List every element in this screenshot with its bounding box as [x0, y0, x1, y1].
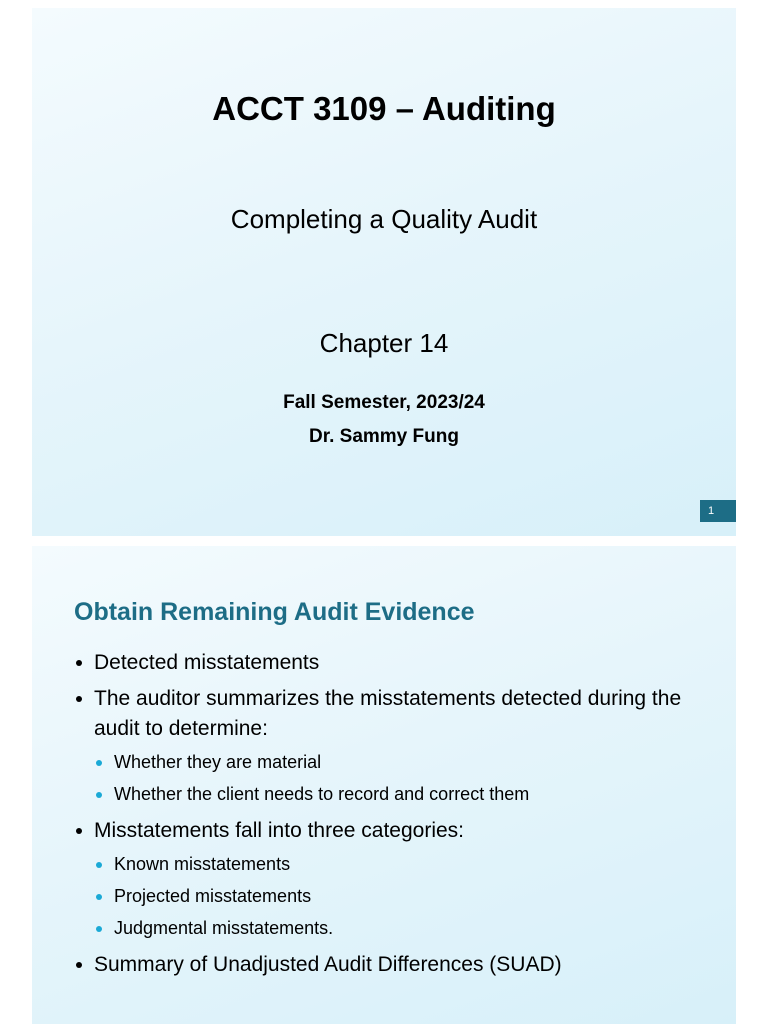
bullet-text: Summary of Unadjusted Audit Differences (SUAD) [94, 953, 562, 976]
slide-subtitle: Completing a Quality Audit [230, 204, 538, 234]
slide-heading: Obtain Remaining Audit Evidence [74, 598, 475, 626]
sub-bullet-text: Judgmental misstatements. [114, 918, 334, 938]
sub-bullet-item [94, 778, 714, 810]
content-slide [32, 546, 736, 1024]
bullet-item [74, 684, 714, 810]
bullet-dot-icon [76, 696, 82, 702]
bullet-dot-icon [76, 828, 82, 834]
sub-bullet-dot-icon [96, 926, 102, 932]
title-slide [32, 8, 736, 536]
sub-bullet-item [94, 912, 714, 944]
sub-bullet-list [94, 848, 714, 944]
bullet-text: Misstatements fall into three categories: [94, 819, 465, 842]
bullet-dot-icon [76, 660, 82, 666]
bullet-list [74, 648, 714, 986]
sub-bullet-dot-icon [96, 862, 102, 868]
slide-title: ACCT 3109 – Auditing [212, 90, 556, 127]
bullet-text: The auditor summarizes the misstatements detected during the audit to determine: [94, 687, 682, 740]
bullet-item [74, 816, 714, 944]
sub-bullet-list [94, 746, 714, 810]
sub-bullet-text: Projected misstatements [114, 886, 312, 906]
sub-bullet-text: Known misstatements [114, 854, 291, 874]
sub-bullet-text: Whether the client needs to record and correct them [114, 784, 530, 804]
bullet-item [74, 950, 714, 980]
bullet-item [74, 648, 714, 678]
sub-bullet-item [94, 746, 714, 778]
sub-bullet-dot-icon [96, 760, 102, 766]
bullet-text: Detected misstatements [94, 651, 320, 674]
chapter-label: Chapter 14 [319, 328, 449, 358]
author-label: Dr. Sammy Fung [309, 426, 459, 447]
sub-bullet-dot-icon [96, 792, 102, 798]
sub-bullet-item [94, 880, 714, 912]
sub-bullet-dot-icon [96, 894, 102, 900]
sub-bullet-item [94, 848, 714, 880]
bullet-dot-icon [76, 962, 82, 968]
page-number-badge: 1 [700, 500, 736, 522]
semester-label: Fall Semester, 2023/24 [283, 392, 485, 413]
sub-bullet-text: Whether they are material [114, 752, 322, 772]
